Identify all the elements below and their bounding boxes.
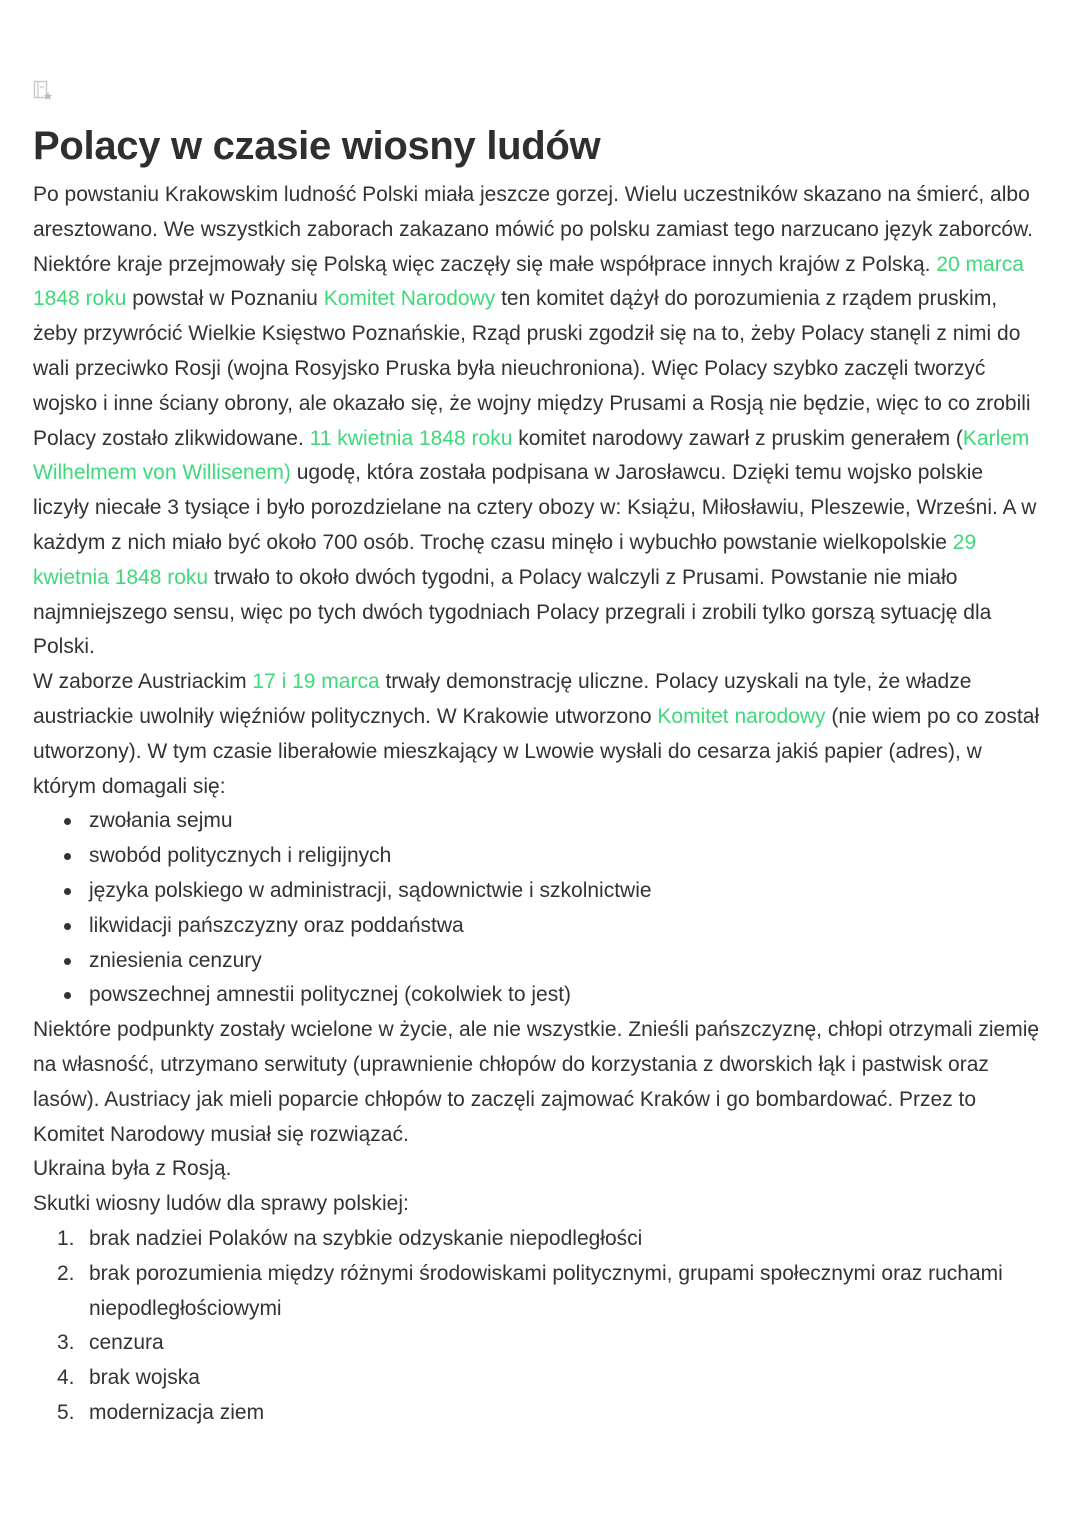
text-span: komitet narodowy zawarł z pruskim generałem ( bbox=[512, 426, 963, 450]
list-item-text: cenzura bbox=[89, 1331, 164, 1355]
list-item bbox=[57, 1257, 1043, 1327]
text-span: ugodę, która została podpisana w Jarosławcu. Dzięki temu wojsko polskie liczyły niecałe 3 tysiące i było porozdzielane na cztery obozy w: Książu, Miłosławiu, Pleszewie, Wrześni. A w każdym z nich miało być około 700 osób. Trochę czasu minęło i wybuchło powstanie wielkopolskie bbox=[33, 461, 1037, 554]
list-item bbox=[57, 1326, 1043, 1361]
highlighted-person: Karlem Wilhelmem von Willisenem) bbox=[33, 426, 1030, 485]
paragraph-austria bbox=[33, 665, 1043, 804]
list-item-text: brak nadziei Polaków na szybkie odzyskanie niepodległości bbox=[89, 1226, 643, 1250]
list-item bbox=[57, 1396, 1043, 1431]
paragraph-ukraine: Ukraina była z Rosją. bbox=[33, 1157, 232, 1181]
list-item-text: brak porozumienia między różnymi środowiskami politycznymi, grupami społecznymi oraz ruchami niepodległościowymi bbox=[89, 1261, 1003, 1320]
list-number: 1. bbox=[57, 1226, 75, 1250]
page-title: Polacy w czasie wiosny ludów bbox=[33, 124, 601, 168]
highlighted-date: 29 kwietnia 1848 roku bbox=[33, 530, 977, 589]
demands-list bbox=[33, 804, 1043, 1013]
text-span: powstał w Poznaniu bbox=[126, 287, 324, 311]
text-span: W zaborze Austriackim bbox=[33, 670, 253, 694]
list-item: powszechnej amnestii politycznej (cokolwiek to jest) bbox=[89, 978, 1043, 1013]
list-item-text: modernizacja ziem bbox=[89, 1400, 265, 1424]
text-span: trwały demonstrację uliczne. Polacy uzyskali na tyle, że władze austriackie uwolniły więźniów politycznych. W Krakowie utworzono bbox=[33, 670, 972, 728]
list-number: 5. bbox=[57, 1400, 75, 1424]
list-item-text: brak wojska bbox=[89, 1366, 200, 1390]
paragraph-outcome: Niektóre podpunkty zostały wcielone w życie, ale nie wszystkie. Znieśli pańszczyznę, chłopi otrzymali ziemię na własność, utrzymano serwituty (uprawnienie chłopów do korzystania z dworskich łąk i pastwisk oraz lasów). Austriacy jak mieli poparcie chłopów to zaczęli zajmować Kraków i go bombardować. Przez to Komitet Narodowy musiał się rozwiązać. bbox=[33, 1018, 1040, 1146]
highlighted-date: 20 marca 1848 roku bbox=[33, 252, 1024, 311]
document-star-icon bbox=[33, 80, 53, 102]
list-item: zwołania sejmu bbox=[89, 804, 1043, 839]
list-number: 2. bbox=[57, 1261, 75, 1285]
highlighted-date: 17 i 19 marca bbox=[252, 670, 380, 694]
document-header bbox=[33, 78, 1043, 104]
highlighted-date: 11 kwietnia 1848 roku bbox=[309, 426, 513, 450]
list-number: 3. bbox=[57, 1331, 75, 1355]
paragraph-wielkopolska bbox=[33, 178, 1043, 665]
effects-list bbox=[33, 1222, 1043, 1431]
text-span: trwało to około dwóch tygodni, a Polacy walczyli z Prusami. Powstanie nie miało najmniejszego sensu, więc po tych dwóch tygodniach Polacy przegrali i zrobili tylko gorszą sytuację dla Polski. bbox=[33, 565, 992, 659]
document-body bbox=[33, 178, 1043, 1431]
paragraph-effects-heading: Skutki wiosny ludów dla sprawy polskiej: bbox=[33, 1192, 409, 1216]
list-item: likwidacji pańszczyzny oraz poddaństwa bbox=[89, 909, 1043, 944]
list-number: 4. bbox=[57, 1366, 75, 1390]
document-page bbox=[33, 78, 1043, 1431]
highlighted-term: Komitet narodowy bbox=[657, 704, 826, 728]
list-item: zniesienia cenzury bbox=[89, 944, 1043, 979]
highlighted-term: Komitet Narodowy bbox=[323, 287, 496, 311]
text-span: Po powstaniu Krakowskim ludność Polski miała jeszcze gorzej. Wielu uczestników skazano na śmierć, albo aresztowano. We wszystkich zaborach zakazano mówić po polsku zamiast tego narzucano język zaborców. Niektóre kraje przejmowały się Polską więc zaczęły się małe współprace innych krajów z Polską. bbox=[33, 183, 1033, 276]
list-item: języka polskiego w administracji, sądownictwie i szkolnictwie bbox=[89, 874, 1043, 909]
list-item: swobód politycznych i religijnych bbox=[89, 839, 1043, 874]
list-item bbox=[57, 1222, 1043, 1257]
text-span: (nie wiem po co został utworzony). W tym czasie liberałowie mieszkający w Lwowie wysłali do cesarza jakiś papier (adres), w którym domagali się: bbox=[33, 704, 1040, 798]
list-item bbox=[57, 1361, 1043, 1396]
text-span: ten komitet dążył do porozumienia z rządem pruskim, żeby przywrócić Wielkie Księstwo Poznańskie, Rząd pruski zgodził się na to, żeby Polacy stanęli z nimi do wali przeciwko Rosji (wojna Rosyjsko Pruska była nieuchroniona). Więc Polacy szybko zaczęli tworzyć wojsko i inne ściany obrony, ale okazało się, że wojny między Prusami a Rosją nie będzie, więc to co zrobili Polacy zostało zlikwidowane. bbox=[33, 287, 1031, 450]
